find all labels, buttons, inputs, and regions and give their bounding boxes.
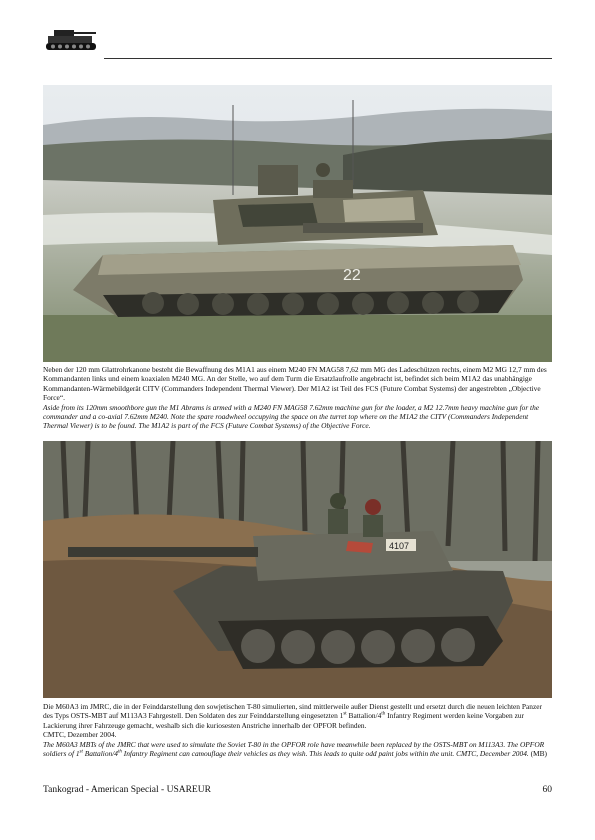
caption2-german: Die M60A3 im JMRC, die in der Feinddarstellung den sowjetischen T-80 simulierten, sind mittlerweile außer Dienst gestellt und ersetzt durch die neuen leichten Panzer des Typs OSTS-MBT auf M113A3 Fahrgestell. Den Soldaten des zur Feinddarstellung eingesetzten 1st Battalion/4th Infantry Regiment werden keine Vorgaben zur Lackierung ihrer Fahrzeuge gemacht, weshalb sich die kuriosesten Anstriche innerhalb der OPFOR befinden. [43,702,542,730]
tank-silhouette-icon [44,26,100,54]
caption1-english: Aside from its 120mm smoothbore gun the M1 Abrams is armed with a M240 FN MAG58 7.62mm machine gun for the loader, a M2 12.7mm heavy machine gun for the commander and a co-axial 7.62mm M240. Note the spare roadwheel occupying the space on the turret top where on the M1A2 the CITV (Commanders Independent Thermal Viewer) is to be found. The M1A2 is part of the FCS (Future Combat Systems) of the Objective Force. [43,402,540,431]
footer-publication-title: Tankograd - American Special - USAREUR [43,785,211,795]
caption2-english: The M60A3 MBTs of the JMRC that were used to simulate the Soviet T-80 in the OPFOR role have meanwhile been replaced by the OSTS-MBT on M113A3. The OPFOR soldiers of 1st Battalion/4th Infantry Regiment can camouflage their vehicles as they wish. This leads to quite odd paint jobs within the unit. CMTC, December 2004. (MB) [43,739,548,759]
tank-number-4107: 4107 [389,541,410,551]
photo2-caption [43,702,553,758]
tank-number-22: 22 [343,267,361,284]
m1a1-abrams-tank-photo [43,85,552,362]
caption2-german-credit: CMTC, Dezember 2004. [43,730,117,740]
photo1-caption [43,365,553,431]
header-rule [104,58,552,59]
m60a3-tank-photo [43,441,552,698]
page-number: 60 [542,785,552,795]
caption1-german: Neben der 120 mm Glattrohrkanone besteht die Bewaffnung des M1A1 aus einem M240 FN MAG58 7,62 mm MG des Ladeschützen rechts, einem M2 MG 12,7 mm des Kommandanten links und einem koaxialen M240 MG. An der Stelle, wo auf dem Turm die Ersatzlaufrolle angebracht ist, befindet sich beim M1A2 das unabhängige Kommandanten-Wärmebildgerät CITV (Commanders Independent Thermal Viewer). Der M1A2 ist Teil des FCS (Future Combat Systems) der angestrebten „Objective Force“. [43,365,547,403]
